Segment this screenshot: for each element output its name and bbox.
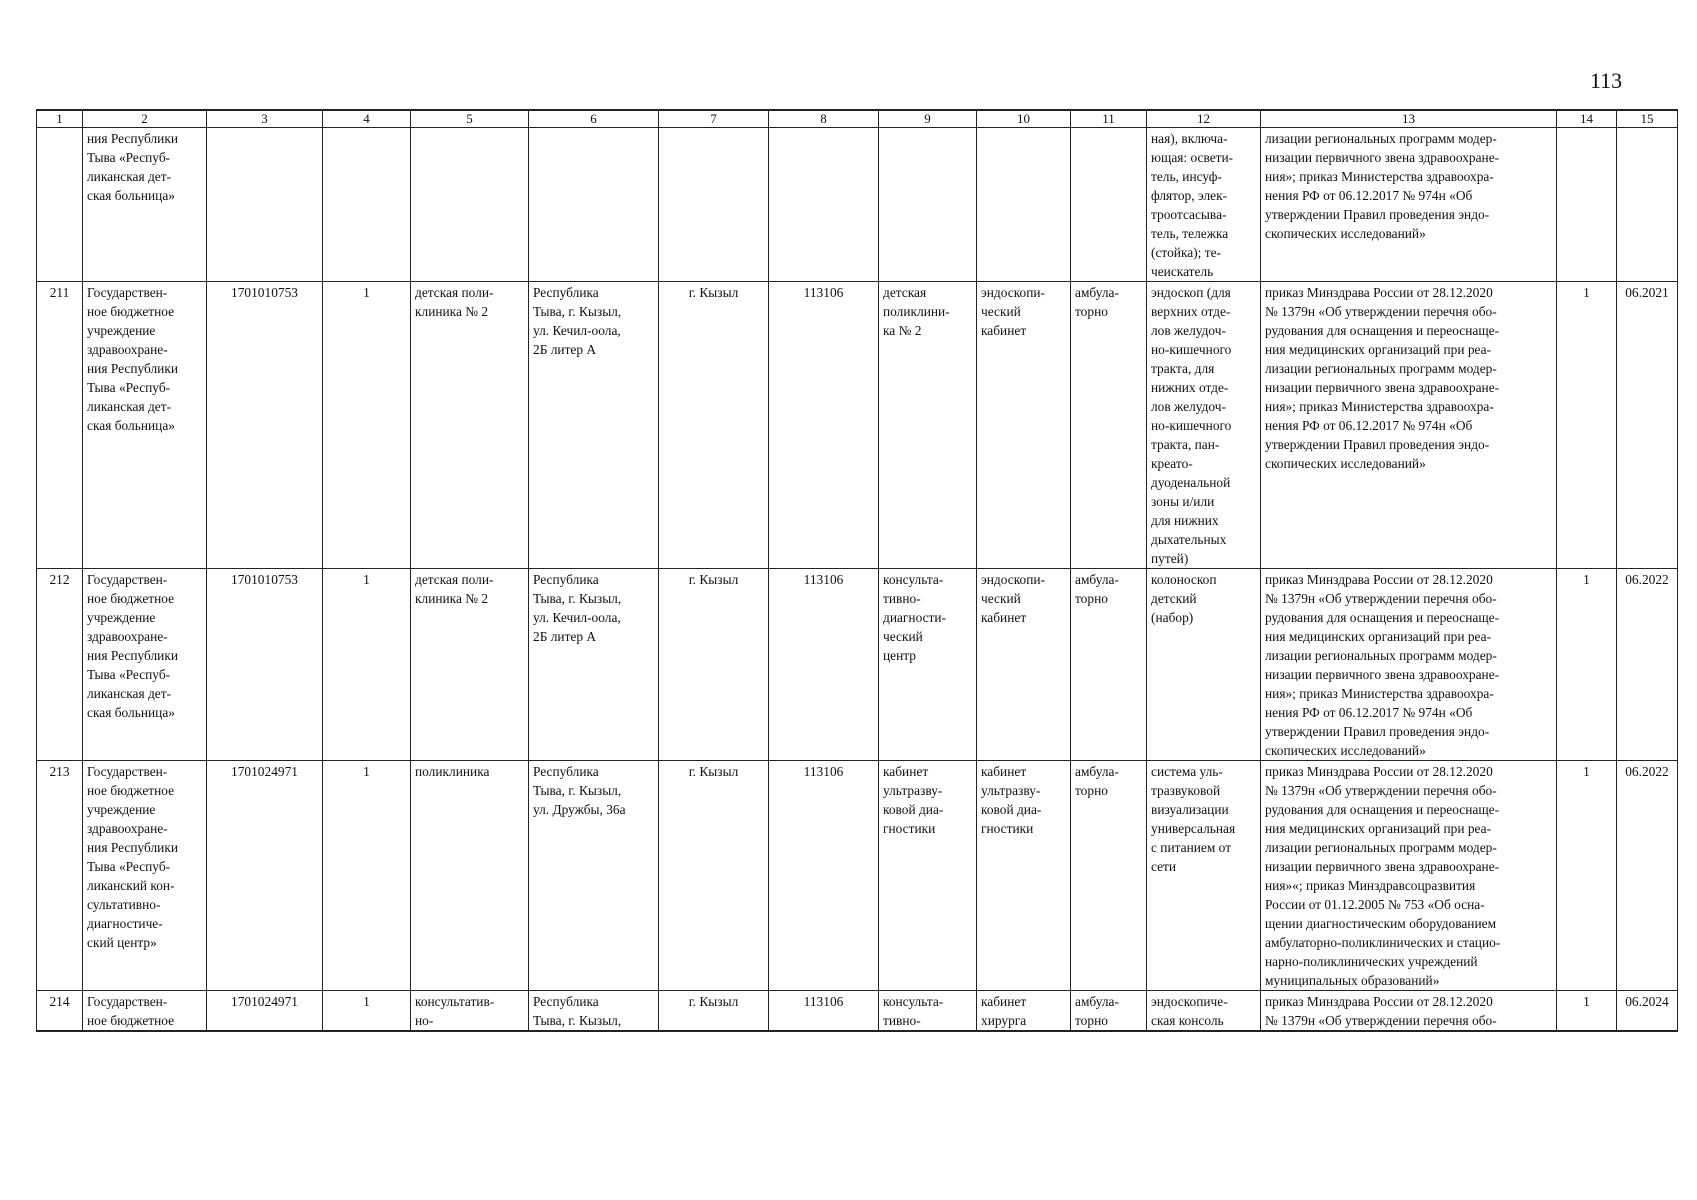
subdivision-cell: детская поли- клиника № 2 [411, 569, 529, 761]
row-number [37, 128, 83, 282]
inn-cell: 1701024971 [207, 991, 323, 1032]
room-cell: кабинет хирурга [977, 991, 1071, 1032]
column-number: 1 [37, 110, 83, 128]
column-number-row [37, 110, 1678, 128]
column-number: 11 [1071, 110, 1147, 128]
subdivision-cell: консультатив- но- [411, 991, 529, 1032]
table-row [37, 282, 1678, 569]
count-cell: 1 [1557, 282, 1617, 569]
subdivision-cell: поликлиника [411, 761, 529, 991]
column-number: 4 [323, 110, 411, 128]
equipment-cell: эндоскоп (для верхних отде- лов желудоч- но-кишечного тракта, для нижних отде- лов желудоч- но-кишечного тракта, пан- креато- дуоденальной зоны и/или для нижних дыхательных путей) [1147, 282, 1261, 569]
table-row [37, 991, 1678, 1032]
address-cell: Республика Тыва, г. Кызыл, ул. Кечил-оола, 2Б литер А [529, 282, 659, 569]
column-number: 13 [1261, 110, 1557, 128]
quantity-cell: 1 [323, 991, 411, 1032]
care-form-cell [1071, 128, 1147, 282]
room-cell [977, 128, 1071, 282]
department-cell [879, 128, 977, 282]
date-cell [1617, 128, 1678, 282]
column-number: 8 [769, 110, 879, 128]
column-number: 6 [529, 110, 659, 128]
room-cell: эндоскопи- ческий кабинет [977, 282, 1071, 569]
oktmo-cell: 113106 [769, 761, 879, 991]
room-cell: кабинет ультразву- ковой диа- гностики [977, 761, 1071, 991]
row-number: 211 [37, 282, 83, 569]
department-cell: кабинет ультразву- ковой диа- гностики [879, 761, 977, 991]
locality-cell: г. Кызыл [659, 991, 769, 1032]
institution-name: Государствен- ное бюджетное [83, 991, 207, 1032]
locality-cell: г. Кызыл [659, 761, 769, 991]
column-number: 15 [1617, 110, 1678, 128]
institution-name: ния Республики Тыва «Респуб- ликанская дет- ская больница» [83, 128, 207, 282]
date-cell: 06.2022 [1617, 569, 1678, 761]
count-cell: 1 [1557, 991, 1617, 1032]
department-cell: консульта- тивно- [879, 991, 977, 1032]
care-form-cell: амбула- торно [1071, 761, 1147, 991]
subdivision-cell [411, 128, 529, 282]
care-form-cell: амбула- торно [1071, 569, 1147, 761]
room-cell: эндоскопи- ческий кабинет [977, 569, 1071, 761]
oktmo-cell: 113106 [769, 991, 879, 1032]
quantity-cell: 1 [323, 761, 411, 991]
oktmo-cell: 113106 [769, 569, 879, 761]
column-number: 5 [411, 110, 529, 128]
address-cell [529, 128, 659, 282]
regulation-cell: приказ Минздрава России от 28.12.2020 № 1379н «Об утверждении перечня обо- рудования для оснащения и переоснаще- ния медицинских организаций при реа- лизации региональных программ модер- низации первичного звена здравоохране- ния»; приказ Министерства здравоохра- нения РФ от 06.12.2017 № 974н «Об утверждении Правил проведения эндо- скопических исследований» [1261, 569, 1557, 761]
column-number: 7 [659, 110, 769, 128]
regulation-cell: приказ Минздрава России от 28.12.2020 № 1379н «Об утверждении перечня обо- [1261, 991, 1557, 1032]
quantity-cell: 1 [323, 569, 411, 761]
column-number: 2 [83, 110, 207, 128]
count-cell [1557, 128, 1617, 282]
quantity-cell [323, 128, 411, 282]
inn-cell: 1701010753 [207, 282, 323, 569]
inn-cell: 1701024971 [207, 761, 323, 991]
locality-cell: г. Кызыл [659, 569, 769, 761]
care-form-cell: амбула- торно [1071, 991, 1147, 1032]
column-number: 12 [1147, 110, 1261, 128]
column-number: 9 [879, 110, 977, 128]
table-row [37, 569, 1678, 761]
inn-cell: 1701010753 [207, 569, 323, 761]
institution-name: Государствен- ное бюджетное учреждение здравоохране- ния Республики Тыва «Респуб- ликанский кон- сультативно- диагностиче- ский центр» [83, 761, 207, 991]
equipment-cell: эндоскопиче- ская консоль [1147, 991, 1261, 1032]
institution-name: Государствен- ное бюджетное учреждение здравоохране- ния Республики Тыва «Респуб- ликанская дет- ская больница» [83, 569, 207, 761]
column-number: 10 [977, 110, 1071, 128]
equipment-cell: колоноскоп детский (набор) [1147, 569, 1261, 761]
count-cell: 1 [1557, 761, 1617, 991]
table-row [37, 128, 1678, 282]
oktmo-cell [769, 128, 879, 282]
equipment-cell: ная), включа- ющая: освети- тель, инсуф- флятор, элек- троотсасыва- тель, тележка (стойка); те- чеискатель [1147, 128, 1261, 282]
column-number: 14 [1557, 110, 1617, 128]
date-cell: 06.2022 [1617, 761, 1678, 991]
count-cell: 1 [1557, 569, 1617, 761]
department-cell: консульта- тивно- диагности- ческий центр [879, 569, 977, 761]
row-number: 212 [37, 569, 83, 761]
inn-cell [207, 128, 323, 282]
quantity-cell: 1 [323, 282, 411, 569]
row-number: 213 [37, 761, 83, 991]
equipment-table [36, 109, 1678, 1032]
subdivision-cell: детская поли- клиника № 2 [411, 282, 529, 569]
table-row [37, 761, 1678, 991]
date-cell: 06.2024 [1617, 991, 1678, 1032]
oktmo-cell: 113106 [769, 282, 879, 569]
locality-cell: г. Кызыл [659, 282, 769, 569]
date-cell: 06.2021 [1617, 282, 1678, 569]
regulation-cell: приказ Минздрава России от 28.12.2020 № 1379н «Об утверждении перечня обо- рудования для оснащения и переоснаще- ния медицинских организаций при реа- лизации региональных программ модер- низации первичного звена здравоохране- ния»«; приказ Минздравсоцразвития России от 01.12.2005 № 753 «Об осна- щении диагностическим оборудованием амбулаторно-поликлинических и стацио- нарно-поликлинических учреждений муниципальных образований» [1261, 761, 1557, 991]
page-number: 113 [1590, 68, 1623, 93]
care-form-cell: амбула- торно [1071, 282, 1147, 569]
regulation-cell: приказ Минздрава России от 28.12.2020 № 1379н «Об утверждении перечня обо- рудования для оснащения и переоснаще- ния медицинских организаций при реа- лизации региональных программ модер- низации первичного звена здравоохране- ния»; приказ Министерства здравоохра- нения РФ от 06.12.2017 № 974н «Об утверждении Правил проведения эндо- скопических исследований» [1261, 282, 1557, 569]
locality-cell [659, 128, 769, 282]
department-cell: детская поликлини- ка № 2 [879, 282, 977, 569]
institution-name: Государствен- ное бюджетное учреждение здравоохране- ния Республики Тыва «Респуб- ликанская дет- ская больница» [83, 282, 207, 569]
row-number: 214 [37, 991, 83, 1032]
address-cell: Республика Тыва, г. Кызыл, ул. Кечил-оола, 2Б литер А [529, 569, 659, 761]
column-number: 3 [207, 110, 323, 128]
equipment-cell: система уль- тразвуковой визуализации универсальная с питанием от сети [1147, 761, 1261, 991]
address-cell: Республика Тыва, г. Кызыл, [529, 991, 659, 1032]
regulation-cell: лизации региональных программ модер- низации первичного звена здравоохране- ния»; приказ Министерства здравоохра- нения РФ от 06.12.2017 № 974н «Об утверждении Правил проведения эндо- скопических исследований» [1261, 128, 1557, 282]
address-cell: Республика Тыва, г. Кызыл, ул. Дружбы, 36а [529, 761, 659, 991]
